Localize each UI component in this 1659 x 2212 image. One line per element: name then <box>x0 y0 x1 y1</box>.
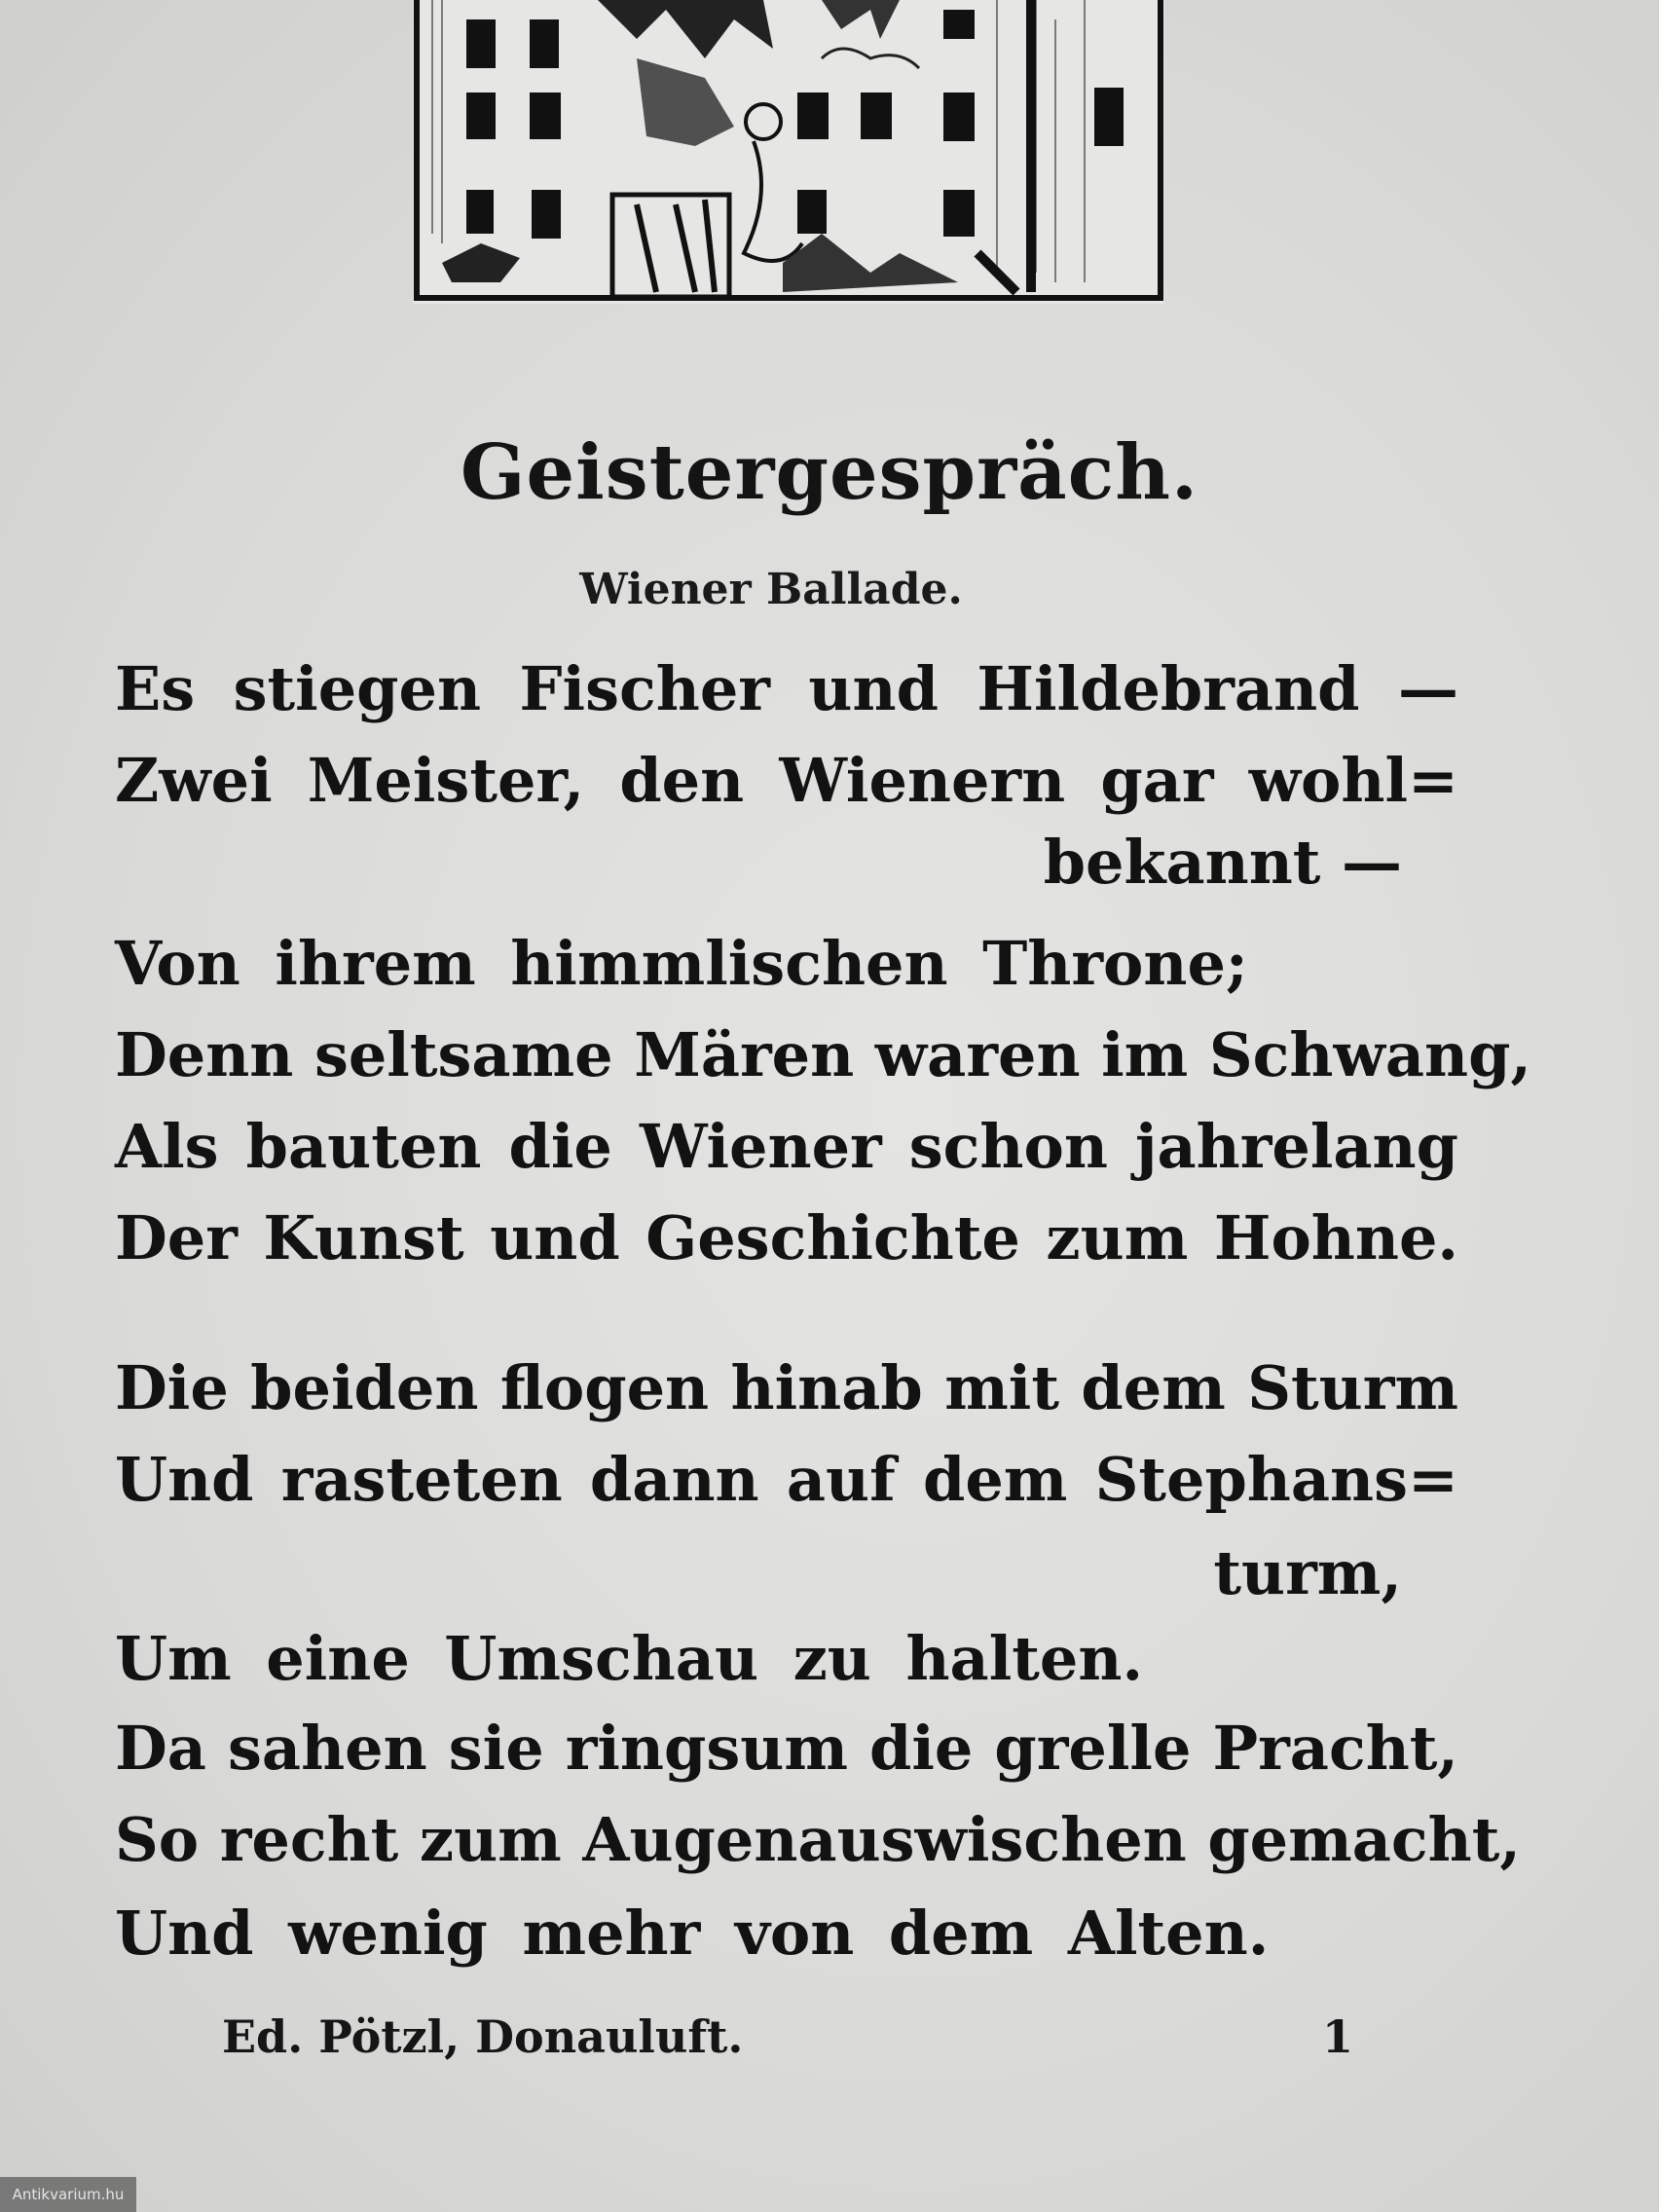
verse-line: Und wenig mehr von dem Alten. <box>115 1898 1270 1969</box>
verse-line: Und rasteten dann auf dem Stephans= <box>115 1444 1458 1515</box>
verse-line: Um eine Umschau zu halten. <box>115 1623 1144 1694</box>
poem-title: Geistergespräch. <box>460 428 1199 517</box>
verse-line: Da sahen sie ringsum die grelle Pracht, <box>115 1713 1458 1784</box>
verse-line-continuation: turm, <box>1213 1537 1402 1608</box>
woodcut-building-icon <box>413 0 1164 304</box>
verse-line: So recht zum Augenauswischen gemacht, <box>115 1804 1521 1875</box>
verse-line: Der Kunst und Geschichte zum Hohne. <box>115 1202 1458 1273</box>
verse-line: Zwei Meister, den Wienern gar wohl= <box>115 745 1458 816</box>
verse-line: Es stiegen Fischer und Hildebrand — <box>115 653 1458 724</box>
verse-line: Als bauten die Wiener schon jahrelang <box>115 1111 1458 1182</box>
watermark: Antikvarium.hu <box>0 2177 136 2212</box>
footer-source: Ed. Pötzl, Donauluft. <box>222 2010 744 2063</box>
page-number: 1 <box>1322 2010 1354 2063</box>
verse-line: Von ihrem himmlischen Throne; <box>115 928 1248 999</box>
verse-line: Die beiden flogen hinab mit dem Sturm <box>115 1352 1458 1423</box>
verse-line: Denn seltsame Mären waren im Schwang, <box>115 1019 1532 1090</box>
verse-line-continuation: bekannt — <box>1043 827 1402 898</box>
poem-subtitle: Wiener Ballade. <box>579 565 963 614</box>
